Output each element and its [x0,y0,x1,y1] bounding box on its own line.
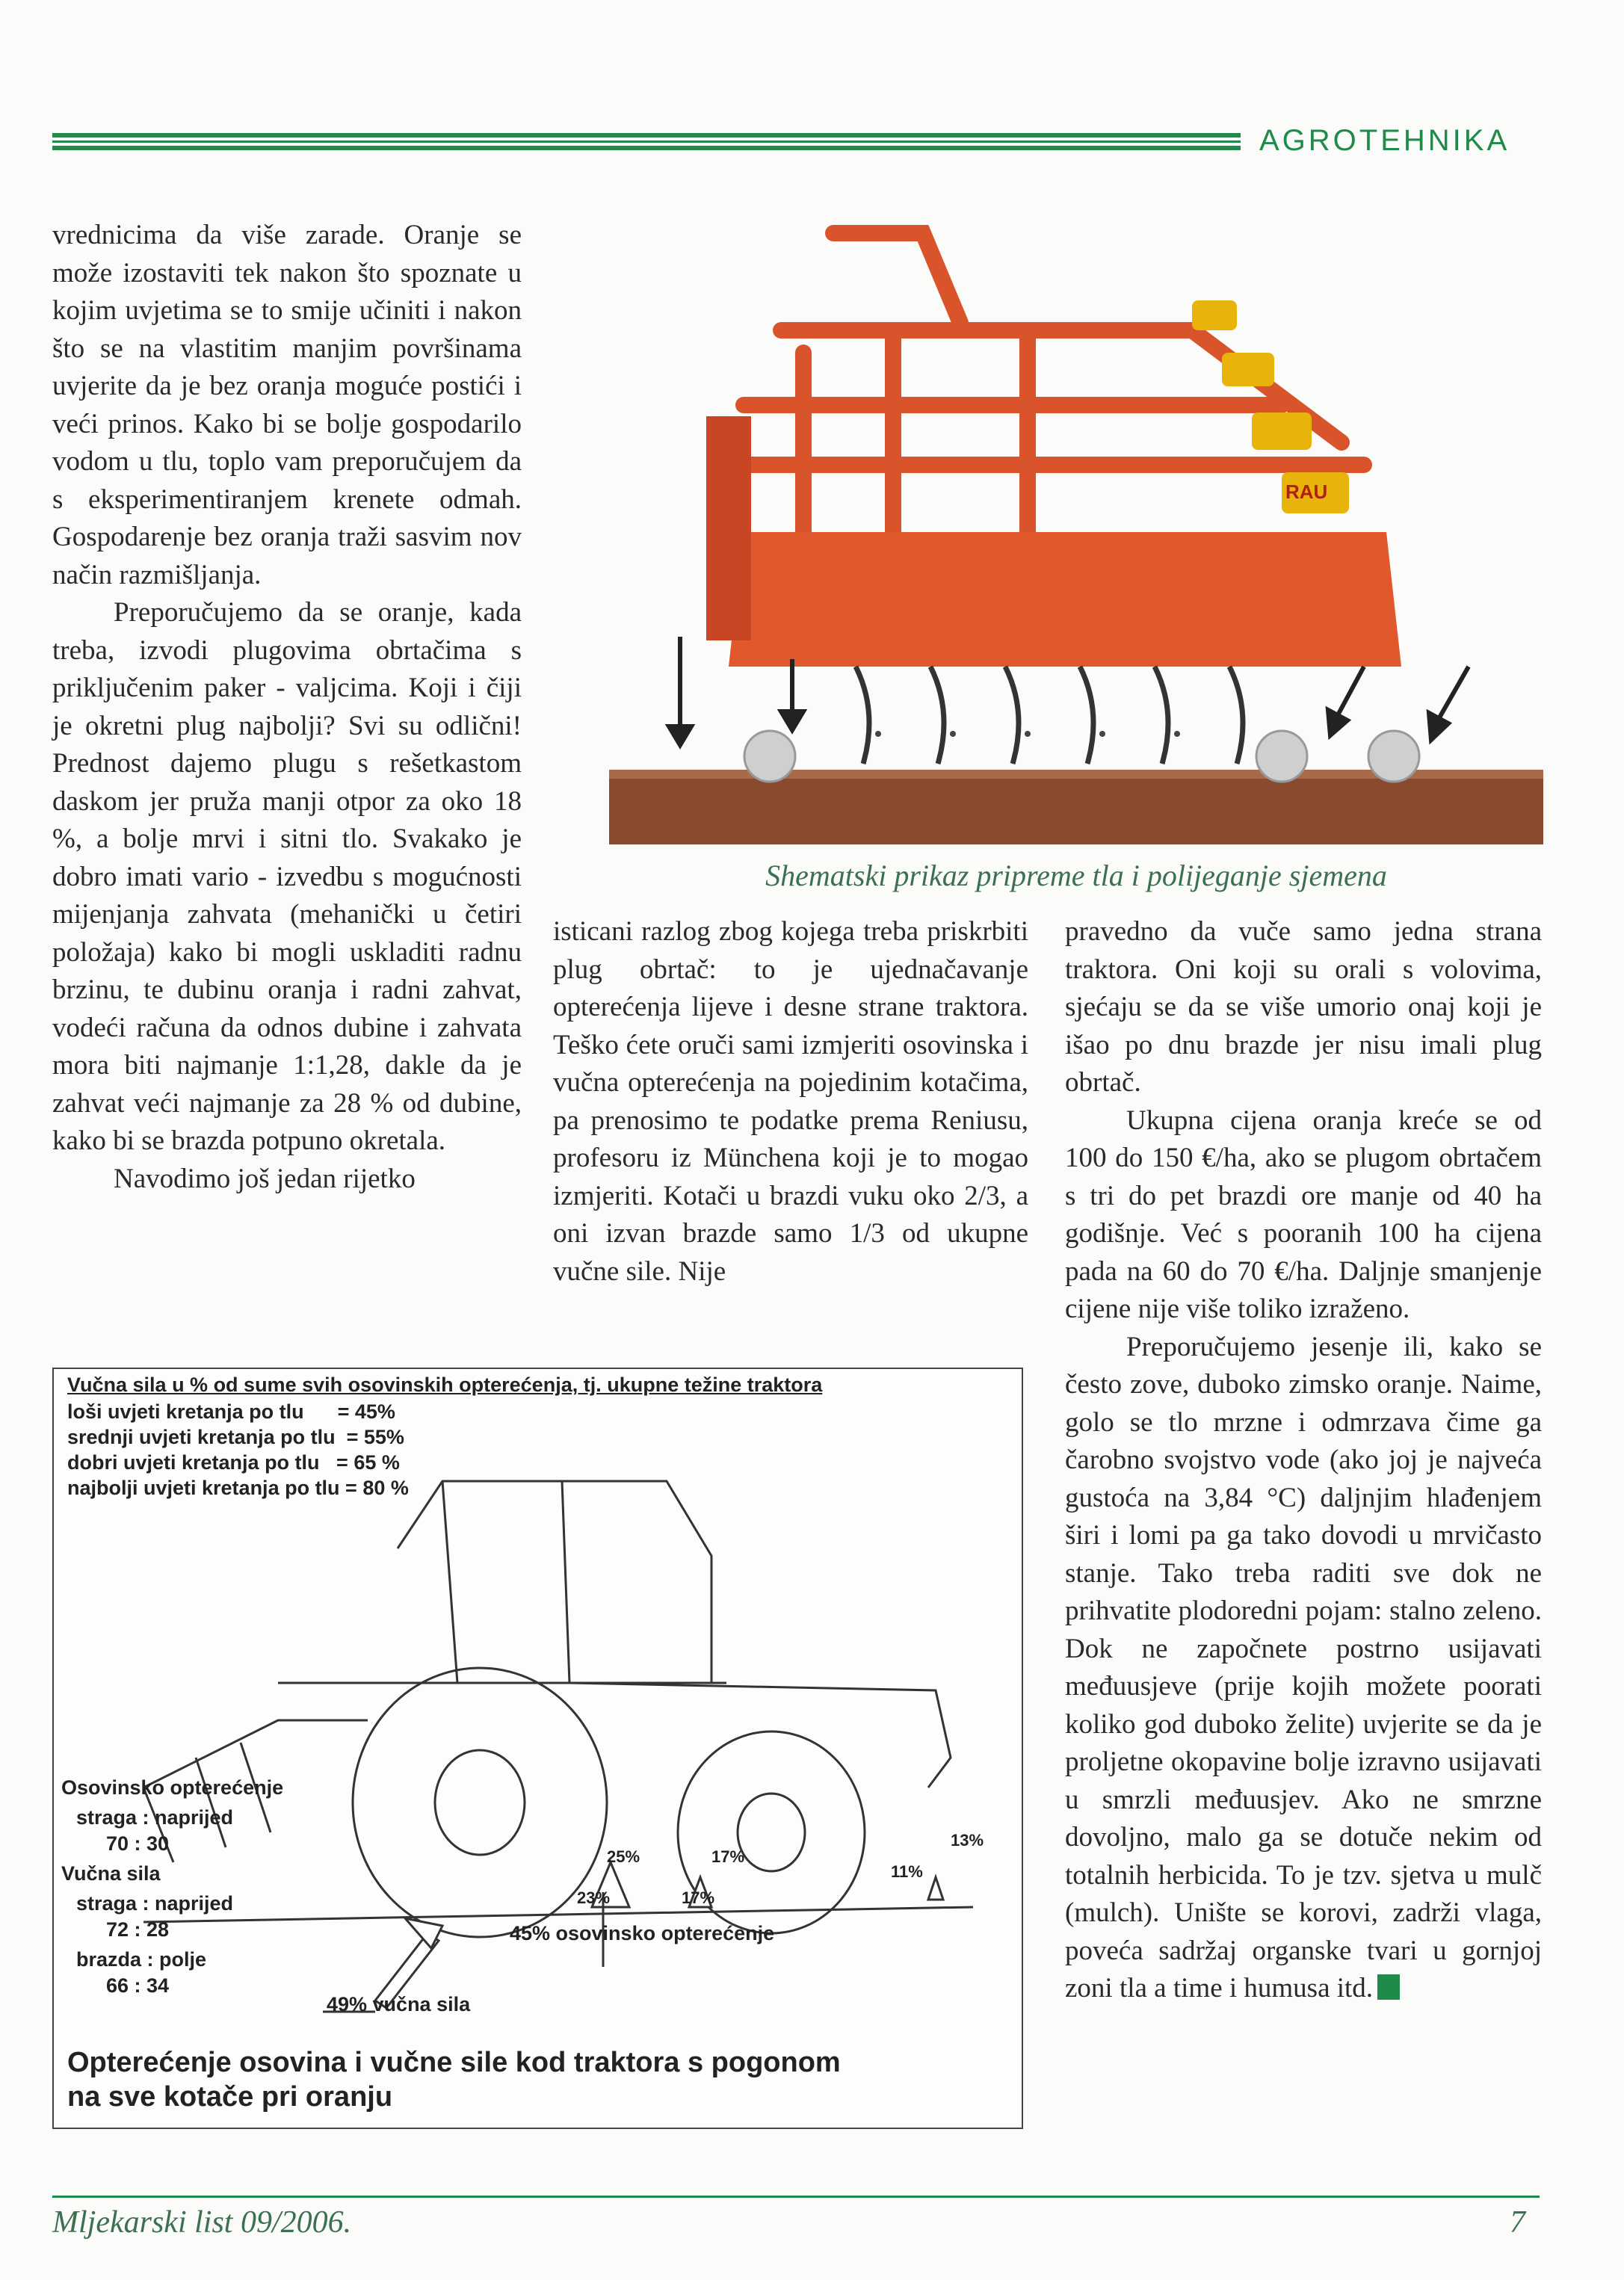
condition-item: dobri uvjeti kretanja po tlu = 65 % [67,1451,400,1474]
draft-force-ratio2: 66 : 34 [106,1974,170,1997]
pct-label: 11% [891,1862,923,1881]
pct-label: 23% [577,1888,611,1907]
brand-logo: RAU [1285,481,1328,503]
pct-label: 17% [682,1888,715,1907]
section-title: AGROTEHNIKA [1259,124,1510,157]
cultivator-photo [609,218,1543,844]
paragraph-text: Preporučujemo jesenje ili, kako se često zove, duboko zimsko oranje. Naime, golo se tlo mrzne i odmrzava čime ga čarobno svojstvo vode (ako joj je najveća gustoća na 3,84 °C) daljnjim hlađenjem širi i lomi pa ga tako dovodi u mrvičasto stanje. Tako treba raditi sve dok ne prihvatite plodoredni pojam: stalno zeleno. Dok ne započnete postrno usijavati međuusjeve (prije kojih možete poorati koliko god duboko želite) uvjerite se da je proljetne okopavine bolje izravno usijavati u smrzli međuusjev. Ako ne smrzne dovoljno, malo ga se dotuče nekim od totalnih herbicida. To je tzv. sjetva u mulč (mulch). Unište se korovi, zadrži vlaga, poveća sadržaj organske tvari u gornjoj zoni tla a time i humusa itd. [1065,1331,1542,2004]
end-mark-icon [1377,1974,1400,2000]
photo-caption: Shematski prikaz pripreme tla i polijeganje sjemena [765,859,1387,892]
diagram-title [67,2045,841,2114]
pct-label: 25% [607,1847,640,1866]
axle-load-label: 45% osovinsko opterećenje [510,1922,775,1944]
condition-item: srednji uvjeti kretanja po tlu = 55% [67,1426,404,1448]
paragraph: Preporučujemo da se oranje, kada treba, izvodi plugovima obrtačima s priključenim paker - valjcima. Koji i čiji je okretni plug najbolji? Svi su odlični! Prednost dajemo plugu s rešetkastom daskom jer pruža manji otpor za oko 18 %, a bolje mrvi i sitni tlo. Svakako je dobro imati vario - izvedbu s mogućnosti mijenjanja zahvata (mehanički u četiri položaja) kako bi mogli uskladiti radnu brzinu, te dubinu oranja i radni zahvat, vodeći računa da odnos dubine i zahvata mora biti najmanje 1:1,28, dakle da je zahvat veći najmanje za 28 % od dubine, kako bi se brazda potpuno okretala. [52,597,522,1156]
draft-force-sub: straga : naprijed [76,1892,234,1915]
publication-title: Mljekarski list 09/2006. [52,2205,352,2240]
axle-load-title: Osovinsko opterećenje [61,1776,284,1799]
text-column-2 [553,913,1028,1291]
paragraph: vrednicima da više zarade. Oranje se može izostaviti tek nakon što spoznate u kojim uvjetima se to smije učiniti i nakon što se na vlastitim manjim površinama uvjerite da je bez oranja moguće postići i veći prinos. Kako bi se bolje gospodarilo vodom u tlu, toplo vam preporučujem da s eksperimentiranjem krenete odmah. Gospodarenje bez oranja traži sasvim nov način razmišljanja. [52,220,522,590]
paragraph: Navodimo još jedan rijetko [114,1163,416,1194]
page-number: 7 [1510,2205,1525,2240]
condition-item: loši uvjeti kretanja po tlu = 45% [67,1400,395,1423]
paragraph: Ukupna cijena oranja kreće se od 100 do 150 €/ha, ako se plugom obrtačem s tri do pet brazdi ore manje od 40 ha godišnje. Već s pooranih 100 ha cijena pada na 60 do 70 €/ha. Daljnje smanjenje cijene nije više toliko izraženo. [1065,1105,1542,1324]
header-rule [52,133,1241,152]
paragraph: isticani razlog zbog kojega treba priskrbiti plug obrtač: to je ujednačavanje opterećenja lijeve i desne strane traktora. Teško ćete oruči sami izmjeriti osovinska i vučna opterećenja na pojedinim kotačima, pa prenosimo te podatke prema Reniusu, profesoru iz Münchena koji je to mogao izmjeriti. Kotači u brazdi vuku oko 2/3, a oni izvan brazde samo 1/3 od ukupne vučne sile. Nije [553,916,1028,1287]
diagram-title-line: Opterećenje osovina i vučne sile kod traktora s pogonom [67,2047,841,2078]
diagram-title-line: na sve kotače pri oranju [67,2081,393,2113]
draft-force-ratio: 72 : 28 [106,1918,170,1941]
conditions-list [67,1399,409,1501]
diagram-heading: Vučna sila u % od sume svih osovinskih opterećenja, tj. ukupne težine traktora [67,1374,823,1396]
pct-label: 13% [951,1831,984,1850]
pct-label: 17% [711,1847,745,1866]
draft-force-sub2: brazda : polje [76,1948,207,1971]
axle-load-sub: straga : naprijed [76,1806,234,1829]
text-column-3 [1065,913,1542,2008]
paragraph: pravedno da vuče samo jedna strana traktora. Oni koji su orali s volovima, sjećaju se da se više umorio onaj koji je išao po dnu brazde jer nisu imali plug obrtač. [1065,916,1542,1098]
paragraph [1065,1329,1542,2008]
tractor-diagram [52,1368,1023,2129]
draft-force-label: 49% vučna sila [327,1993,471,2015]
draft-force-title: Vučna sila [61,1862,161,1885]
footer-rule [52,2196,1540,2198]
condition-item: najbolji uvjeti kretanja po tlu = 80 % [67,1477,409,1499]
text-column-1 [52,217,522,1198]
axle-load-ratio: 70 : 30 [106,1832,170,1855]
